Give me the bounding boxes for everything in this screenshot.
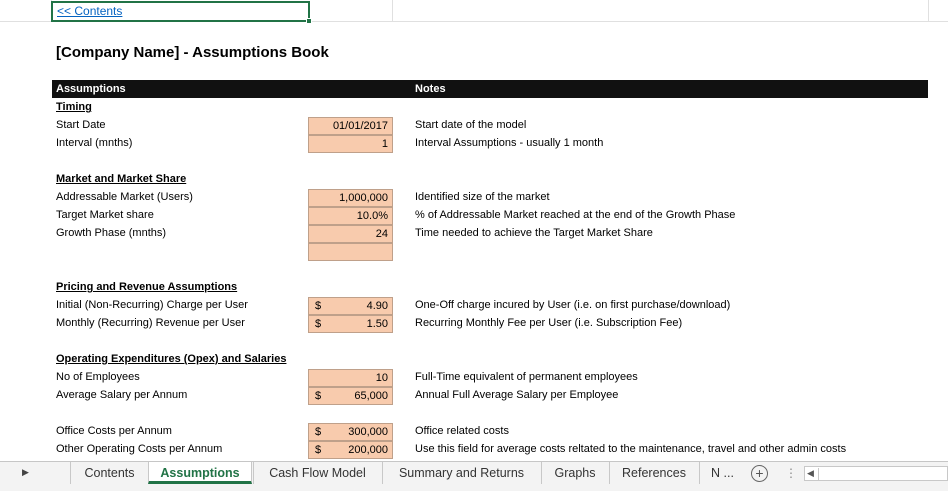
tab-references[interactable]: References: [609, 462, 698, 484]
currency-symbol: $: [315, 390, 322, 402]
label-growth-phase: Growth Phase (mnths): [56, 227, 167, 239]
currency-symbol: $: [315, 318, 322, 330]
label-interval: Interval (mnths): [56, 137, 133, 149]
tab-summary-and-returns[interactable]: Summary and Returns: [382, 462, 540, 484]
gridline: [392, 0, 393, 22]
plus-circle-icon[interactable]: +: [751, 465, 768, 482]
input-target-share[interactable]: 10.0%: [308, 207, 393, 225]
note-avg-salary: Annual Full Average Salary per Employee: [415, 389, 619, 401]
row-avg-salary: [0, 387, 948, 405]
input-monthly-revenue[interactable]: [308, 315, 393, 333]
section-pricing: Pricing and Revenue Assumptions: [56, 281, 238, 293]
section-row: [0, 99, 948, 117]
row-blank-input: [0, 243, 948, 261]
note-growth-phase: Time needed to achieve the Target Market Share: [415, 227, 653, 239]
row-other-costs: [0, 441, 948, 459]
label-start-date: Start Date: [56, 119, 106, 131]
label-employees: No of Employees: [56, 371, 140, 383]
row-office-costs: [0, 423, 948, 441]
note-target-share: % of Addressable Market reached at the end of the Growth Phase: [415, 209, 736, 221]
tab-cash-flow-model[interactable]: Cash Flow Model: [253, 462, 381, 484]
label-avg-salary: Average Salary per Annum: [56, 389, 188, 401]
header-notes: Notes: [415, 83, 446, 95]
input-office-costs[interactable]: [308, 423, 393, 441]
row-interval: [0, 135, 948, 153]
currency-symbol: $: [315, 444, 322, 456]
row-employees: [0, 369, 948, 387]
label-office-costs: Office Costs per Annum: [56, 425, 172, 437]
play-right-icon[interactable]: ▶: [22, 467, 29, 477]
section-opex: Operating Expenditures (Opex) and Salaries: [56, 353, 287, 365]
input-avg-salary[interactable]: [308, 387, 393, 405]
input-empty[interactable]: [308, 243, 393, 261]
value: 65,000: [354, 390, 388, 402]
gridline: [928, 0, 929, 22]
row-addressable-market: [0, 189, 948, 207]
fill-handle[interactable]: [306, 18, 312, 24]
tab-contents[interactable]: Contents: [70, 462, 148, 484]
horizontal-scrollbar[interactable]: [804, 466, 948, 481]
row-start-date: [0, 117, 948, 135]
input-interval[interactable]: 1: [308, 135, 393, 153]
note-addressable-market: Identified size of the market: [415, 191, 550, 203]
row-growth-phase: [0, 225, 948, 243]
label-target-share: Target Market share: [56, 209, 154, 221]
label-monthly-revenue: Monthly (Recurring) Revenue per User: [56, 317, 245, 329]
page-title: [Company Name] - Assumptions Book: [56, 44, 329, 61]
label-other-costs: Other Operating Costs per Annum: [56, 443, 223, 455]
value: 4.90: [366, 300, 388, 312]
value: 200,000: [348, 444, 388, 456]
currency-symbol: $: [315, 426, 322, 438]
section-row: [0, 279, 948, 297]
row-initial-charge: [0, 297, 948, 315]
input-initial-charge[interactable]: [308, 297, 393, 315]
contents-link[interactable]: << Contents: [57, 4, 123, 18]
value: 300,000: [348, 426, 388, 438]
note-office-costs: Office related costs: [415, 425, 509, 437]
section-row: [0, 351, 948, 369]
input-growth-phase[interactable]: 24: [308, 225, 393, 243]
input-addressable-market[interactable]: 1,000,000: [308, 189, 393, 207]
row-target-share: [0, 207, 948, 225]
label-addressable-market: Addressable Market (Users): [56, 191, 193, 203]
note-employees: Full-Time equivalent of permanent employees: [415, 371, 638, 383]
note-monthly-revenue: Recurring Monthly Fee per User (i.e. Subscription Fee): [415, 317, 683, 329]
section-timing: Timing: [56, 101, 92, 113]
more-vertical-icon[interactable]: ⋮: [785, 466, 797, 480]
input-other-costs[interactable]: [308, 441, 393, 459]
scroll-left-icon[interactable]: ◀: [807, 468, 819, 480]
selected-cell[interactable]: [51, 1, 310, 22]
assumptions-header: [52, 80, 928, 98]
note-interval: Interval Assumptions - usually 1 month: [415, 137, 604, 149]
value: 1.50: [366, 318, 388, 330]
tab-more[interactable]: N ...: [699, 462, 745, 484]
section-market: Market and Market Share: [56, 173, 187, 185]
currency-symbol: $: [315, 300, 322, 312]
tab-assumptions[interactable]: Assumptions: [148, 462, 252, 484]
section-row: [0, 171, 948, 189]
sheet-tab-bar: [0, 461, 948, 484]
status-strip: [0, 484, 948, 491]
label-initial-charge: Initial (Non-Recurring) Charge per User: [56, 299, 248, 311]
input-start-date[interactable]: 01/01/2017: [308, 117, 393, 135]
note-start-date: Start date of the model: [415, 119, 527, 131]
note-other-costs: Use this field for average costs reltated to the maintenance, travel and other admin costs: [415, 443, 847, 455]
header-assumptions: Assumptions: [56, 83, 126, 95]
input-employees[interactable]: 10: [308, 369, 393, 387]
row-monthly-revenue: [0, 315, 948, 333]
note-initial-charge: One-Off charge incured by User (i.e. on first purchase/download): [415, 299, 731, 311]
tab-graphs[interactable]: Graphs: [541, 462, 608, 484]
